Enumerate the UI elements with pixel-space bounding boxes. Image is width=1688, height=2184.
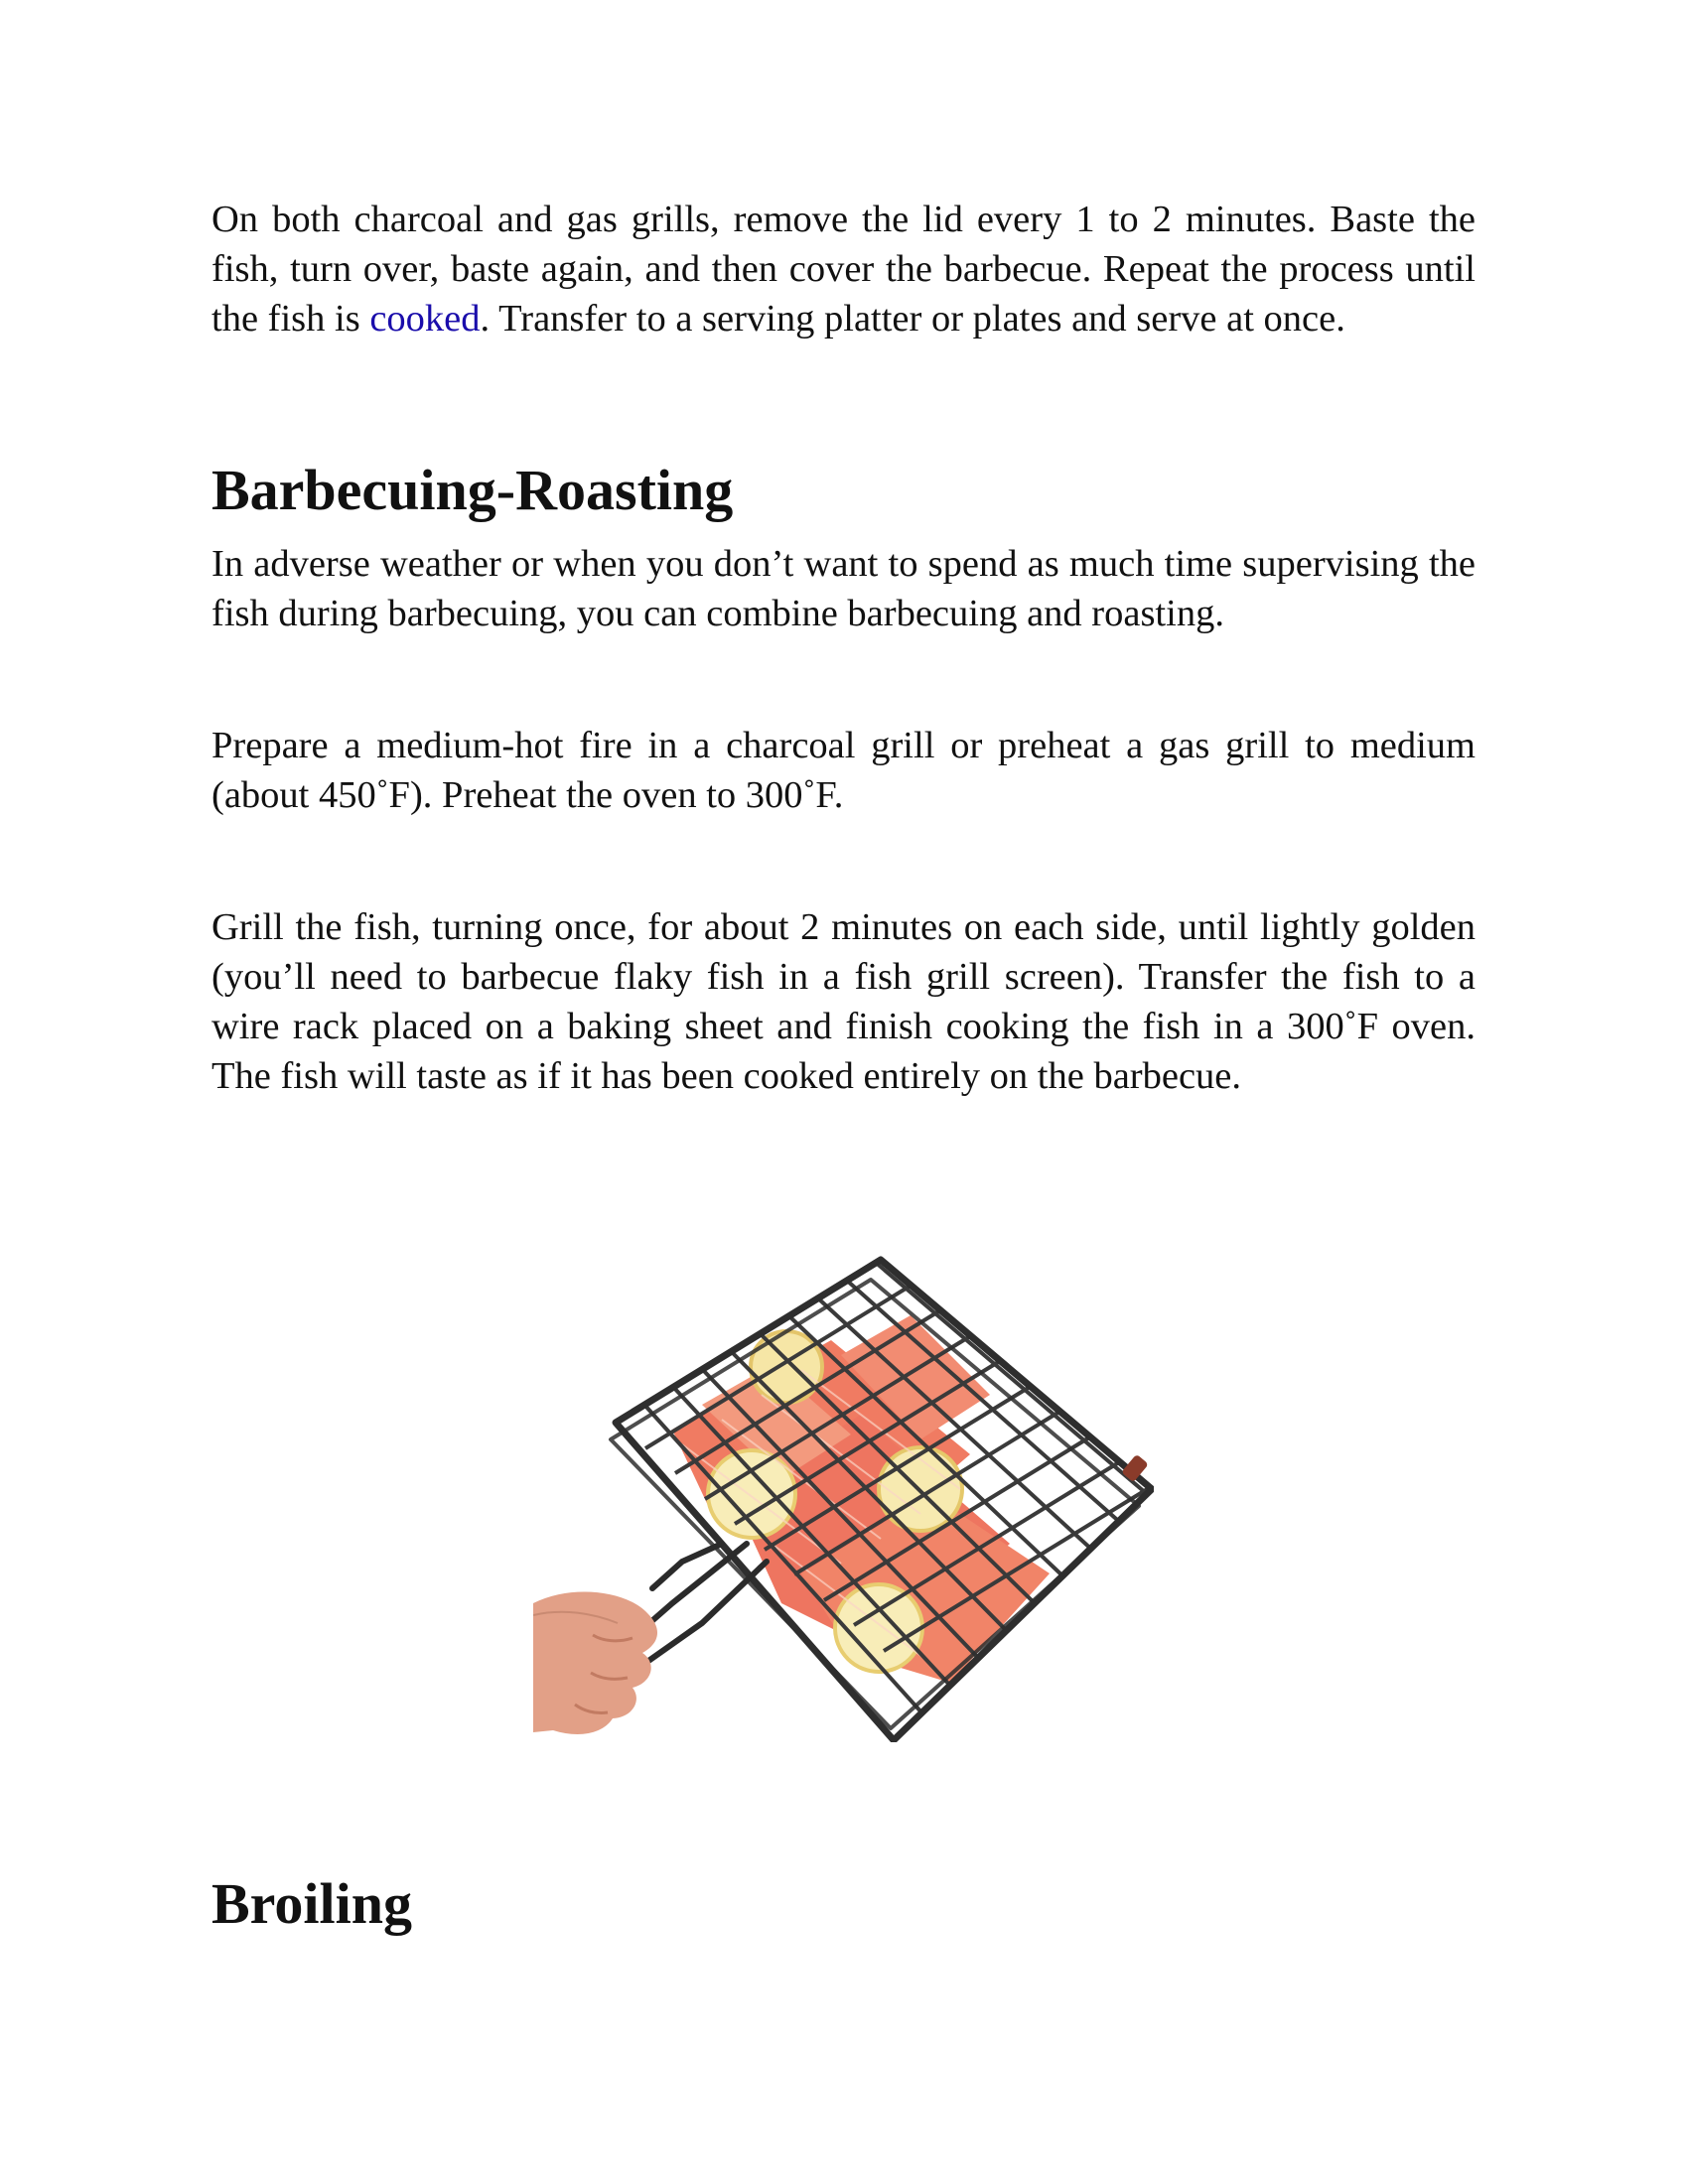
- heading-barbecuing-roasting: Barbecuing-Roasting: [211, 458, 734, 522]
- document-page: [211, 195, 1476, 1101]
- fish-grill-basket-image: [533, 1246, 1154, 1742]
- fish-grill-basket-icon: [533, 1246, 1154, 1742]
- paragraph-text: . Transfer to a serving platter or plates and serve at once.: [480, 298, 1345, 340]
- heading-broiling: Broiling: [211, 1871, 412, 1936]
- paragraph-grill-fish: Grill the fish, turning once, for about 2 minutes on each side, until lightly golden (you’ll need to barbecue flaky fish in a fish grill screen). Transfer the fish to a wire rack placed on a baking sheet and finish cooking the fish in a 300˚F oven. The fish will taste as if it has been cooked entirely on the barbecue.: [211, 906, 1476, 1097]
- paragraph-prepare-fire: Prepare a medium-hot fire in a charcoal grill or preheat a gas grill to medium (about 450˚F). Preheat the oven to 300˚F.: [211, 725, 1476, 816]
- hand-holding-handle: [533, 1592, 657, 1734]
- paragraph-intro-barbecuing-roasting: In adverse weather or when you don’t want to spend as much time supervising the fish during barbecuing, you can combine barbecuing and roasting.: [211, 543, 1476, 634]
- paragraph-text: On both charcoal and gas grills, remove the lid every 1 to 2 minutes. Baste the fish, turn over, baste again, and then cover the barbecue. Repeat the process until the fish is: [211, 199, 1476, 340]
- paragraph-basting-instructions: [211, 195, 1476, 343]
- cooked-link[interactable]: cooked: [369, 298, 481, 340]
